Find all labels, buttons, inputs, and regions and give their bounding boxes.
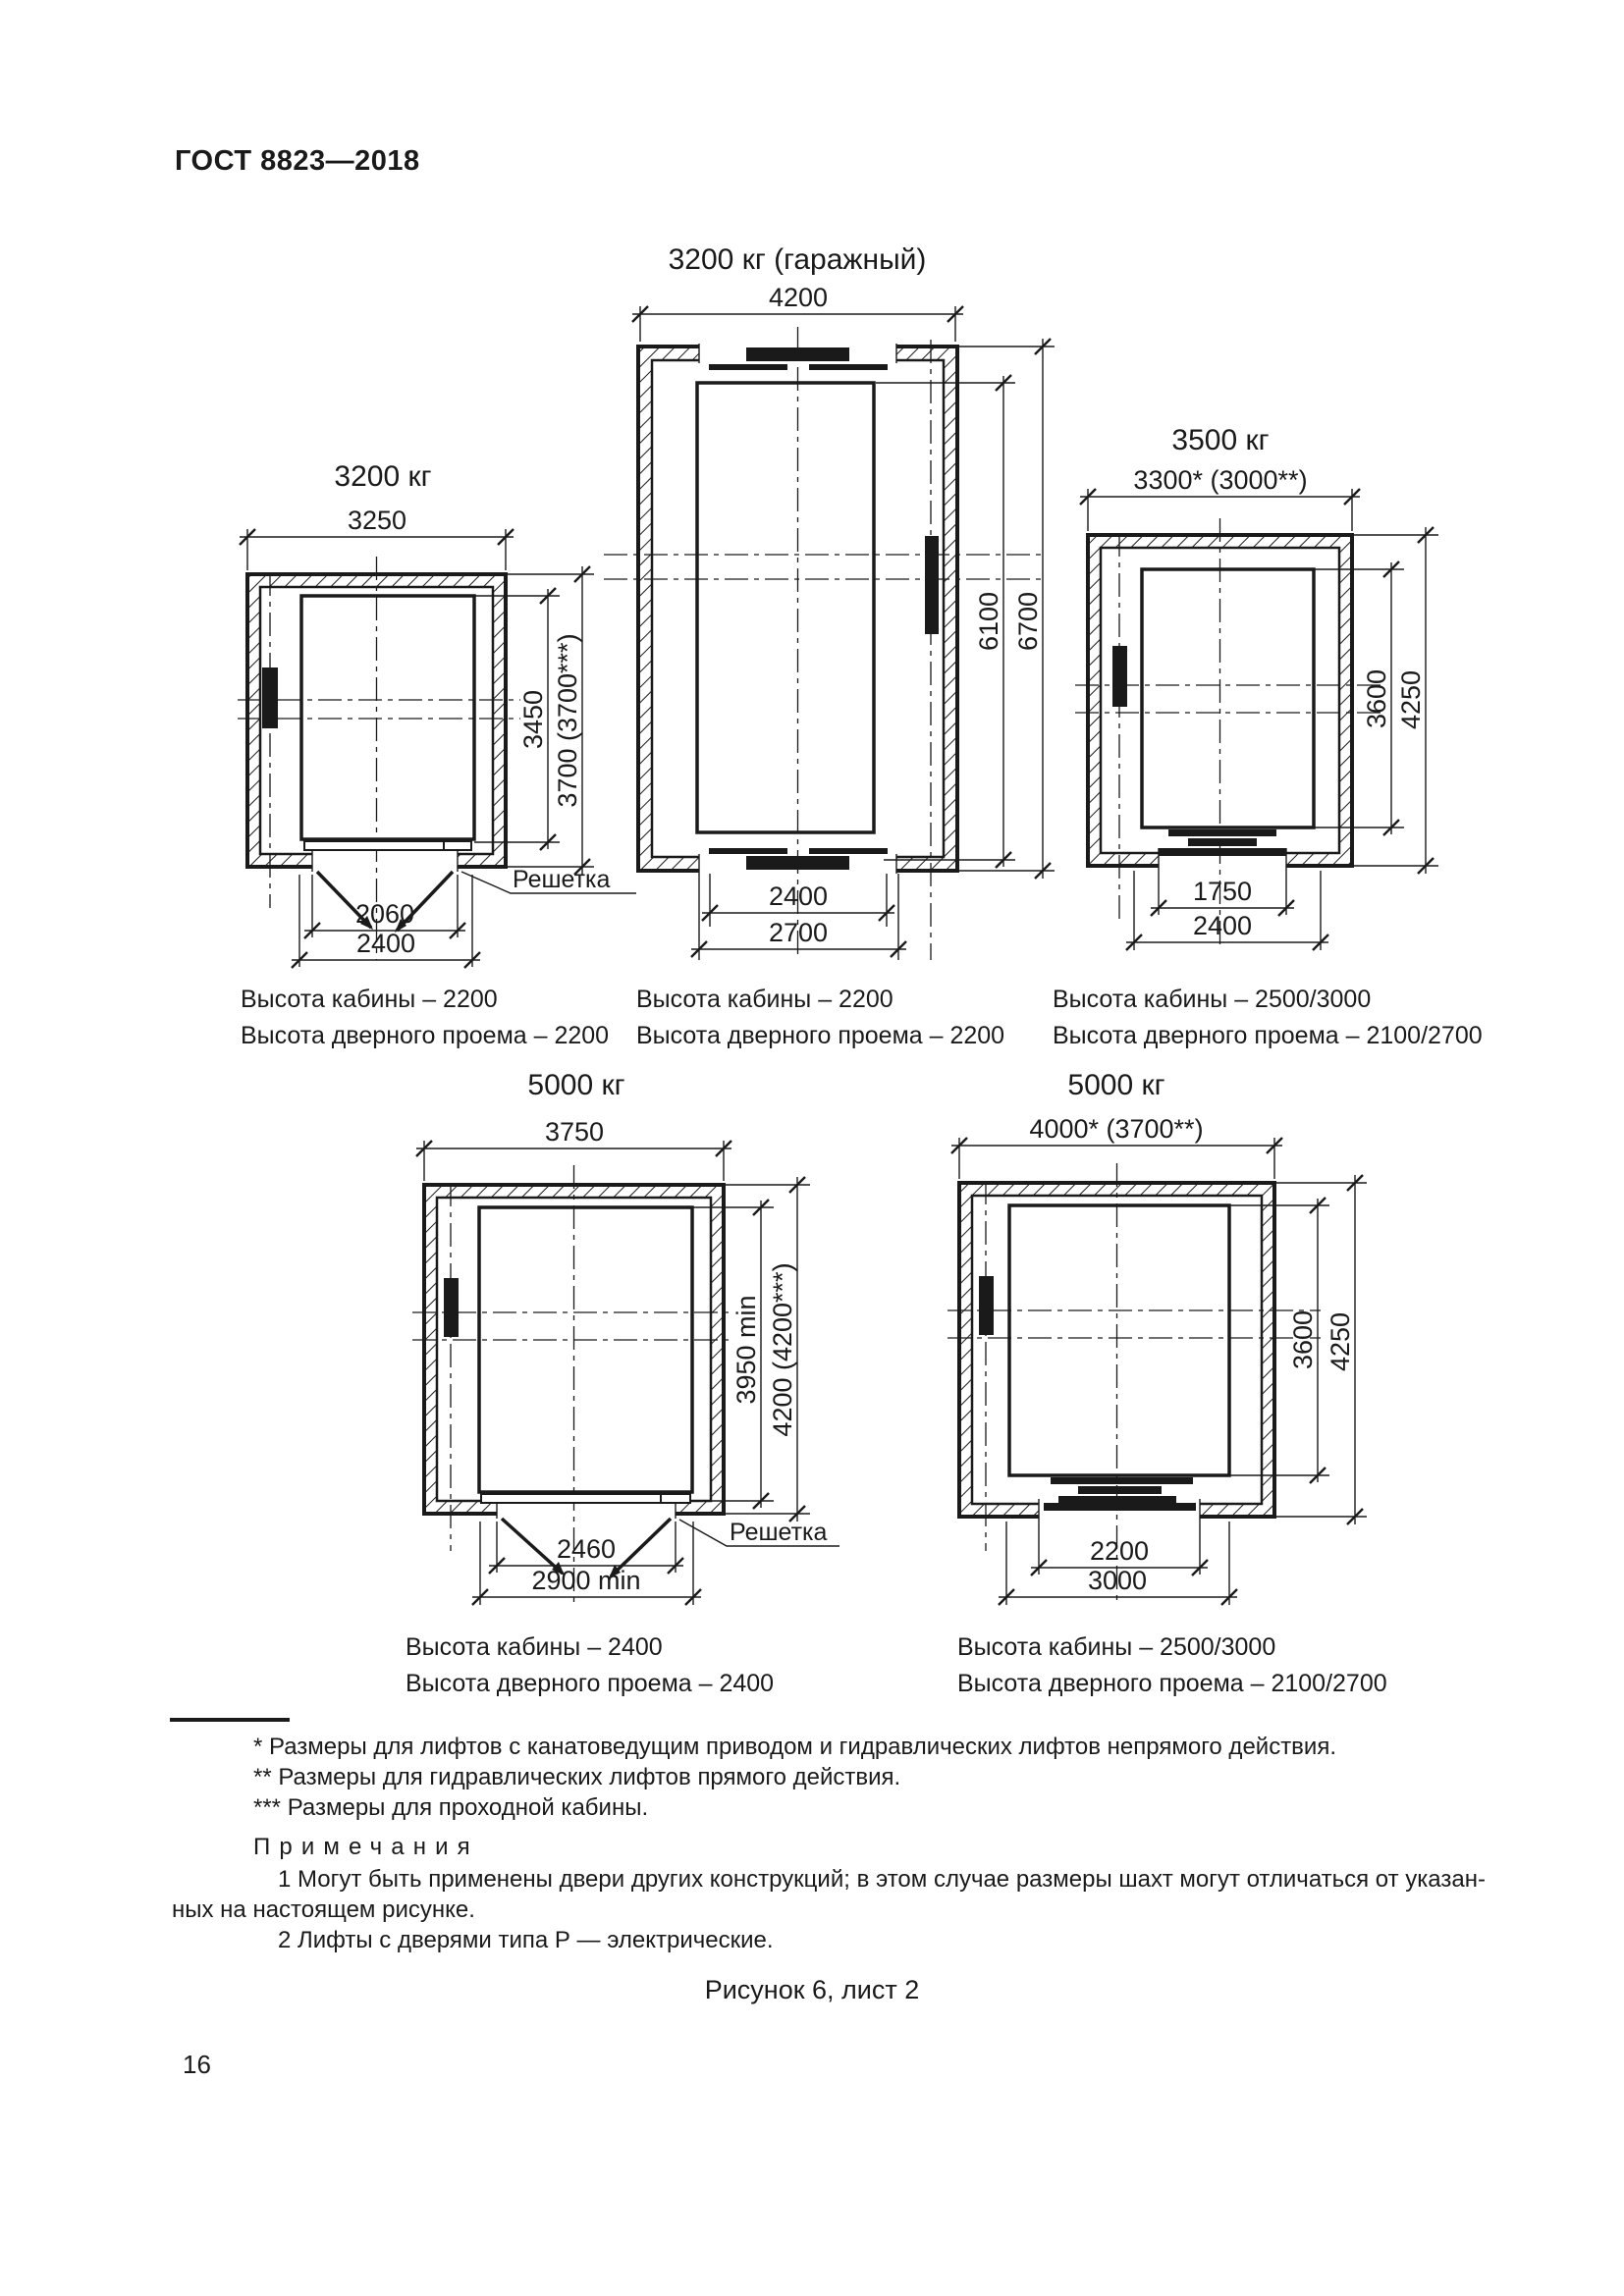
caption-5000-right: [957, 1629, 1387, 1702]
dim-label-width: 3300* (3000**): [1133, 465, 1308, 495]
dim-label-outer-height: 4200 (4200***): [768, 1262, 797, 1437]
figure-caption: Рисунок 6, лист 2: [704, 1975, 920, 2004]
counterweight: [925, 536, 939, 634]
dim-label-door-width: 2060: [354, 899, 415, 929]
caption-door-height: Высота дверного проема – 2400: [406, 1670, 775, 1697]
caption-cabin-height: Высота кабины – 2200: [241, 986, 498, 1013]
caption-door-height: Высота дверного проема – 2100/2700: [1053, 1022, 1483, 1049]
diagram-5000kg-telescopic: [913, 1055, 1473, 1620]
caption-3500: [1053, 982, 1483, 1054]
caption-door-height: Высота дверного проема – 2200: [636, 1022, 1005, 1049]
dim-label-inner-height: 3600: [1288, 1309, 1318, 1370]
dim-label-width: 3250: [347, 506, 407, 535]
caption-door-height: Высота дверного проема – 2200: [241, 1022, 610, 1049]
notes-heading: Примечания: [253, 1834, 479, 1860]
diagram-title: 3200 кг (гаражный): [668, 243, 927, 276]
diagram-3500kg: [1021, 412, 1473, 972]
diagram-5000kg-swing: [373, 1055, 844, 1620]
note-1-line-2: ных на настоящем рисунке.: [172, 1896, 475, 1923]
dim-label-door-width: 2400: [768, 881, 829, 911]
note-2: 2 Лифты с дверями типа Р — электрические.: [278, 1927, 774, 1953]
counterweight: [444, 1278, 459, 1337]
door-sill-grille: [481, 1494, 690, 1503]
dim-label-inner-height: 3950 min: [731, 1295, 761, 1405]
dim-label-door-width: 1750: [1192, 877, 1253, 906]
caption-cabin-height: Высота кабины – 2500/3000: [1053, 986, 1372, 1013]
diagram-title: 3500 кг: [1171, 424, 1270, 456]
dim-label-inner-height: 3600: [1362, 668, 1391, 729]
document-header: ГОСТ 8823—2018: [175, 145, 420, 177]
dim-label-opening-width: 2400: [1192, 911, 1253, 940]
door-opening-gap: [312, 849, 458, 872]
diagram-title: 3200 кг: [334, 460, 432, 493]
caption-cabin-height: Высота кабины – 2400: [406, 1633, 663, 1661]
footnotes: [253, 1732, 1336, 1823]
counterweight: [979, 1276, 994, 1335]
counterweight: [262, 667, 278, 728]
dim-label-width: 4200: [768, 283, 829, 312]
dim-label-inner-height: 6100: [974, 591, 1003, 652]
caption-3200-garage: [636, 982, 1004, 1054]
dim-label-opening-width: 2700: [768, 918, 829, 947]
dim-label-opening-width: 3000: [1087, 1566, 1148, 1595]
door-width-dimension: [1151, 871, 1294, 916]
footnote-3: *** Размеры для проходной кабины.: [253, 1794, 649, 1821]
grille-label: Решетка: [730, 1519, 828, 1546]
caption-cabin-height: Высота кабины – 2500/3000: [957, 1633, 1276, 1661]
counterweight: [1112, 646, 1127, 707]
caption-5000-left: [406, 1629, 774, 1702]
footnote-rule: [170, 1718, 290, 1722]
diagram-title: 5000 кг: [527, 1069, 625, 1101]
dim-label-opening-width: 2400: [355, 929, 416, 958]
footnote-1: * Размеры для лифтов с канатоведущим приводом и гидравлических лифтов непрямого действия.: [253, 1734, 1337, 1760]
dim-label-inner-height: 3450: [518, 689, 548, 750]
door-sill-grille: [304, 841, 471, 850]
dim-label-outer-height: 6700: [1013, 591, 1043, 652]
caption-door-height: Высота дверного проема – 2100/2700: [957, 1670, 1387, 1697]
diagram-3200kg: [226, 447, 648, 972]
dim-label-width: 4000* (3700**): [1029, 1114, 1204, 1144]
dim-label-width: 3750: [544, 1117, 605, 1147]
dim-label-door-width: 2200: [1089, 1536, 1150, 1566]
page-number: 16: [183, 2050, 211, 2079]
footnote-2: ** Размеры для гидравлических лифтов прямого действия.: [253, 1764, 901, 1790]
dim-label-door-width: 2460: [556, 1534, 617, 1564]
grille-callout: [679, 1519, 839, 1546]
note-1-line-1: 1 Могут быть применены двери других конструкций; в этом случае размеры шахт могут отличаться от указан-: [278, 1866, 1486, 1893]
caption-cabin-height: Высота кабины – 2200: [636, 986, 893, 1013]
dim-label-outer-height: 4250: [1396, 669, 1426, 730]
caption-3200: [241, 982, 609, 1054]
dim-label-opening-width: 2900 min: [531, 1566, 641, 1595]
diagram-title: 5000 кг: [1067, 1069, 1165, 1101]
grille-label: Решетка: [513, 866, 611, 893]
dim-label-outer-height: 3700 (3700***): [553, 633, 582, 808]
dim-label-outer-height: 4250: [1326, 1311, 1355, 1372]
